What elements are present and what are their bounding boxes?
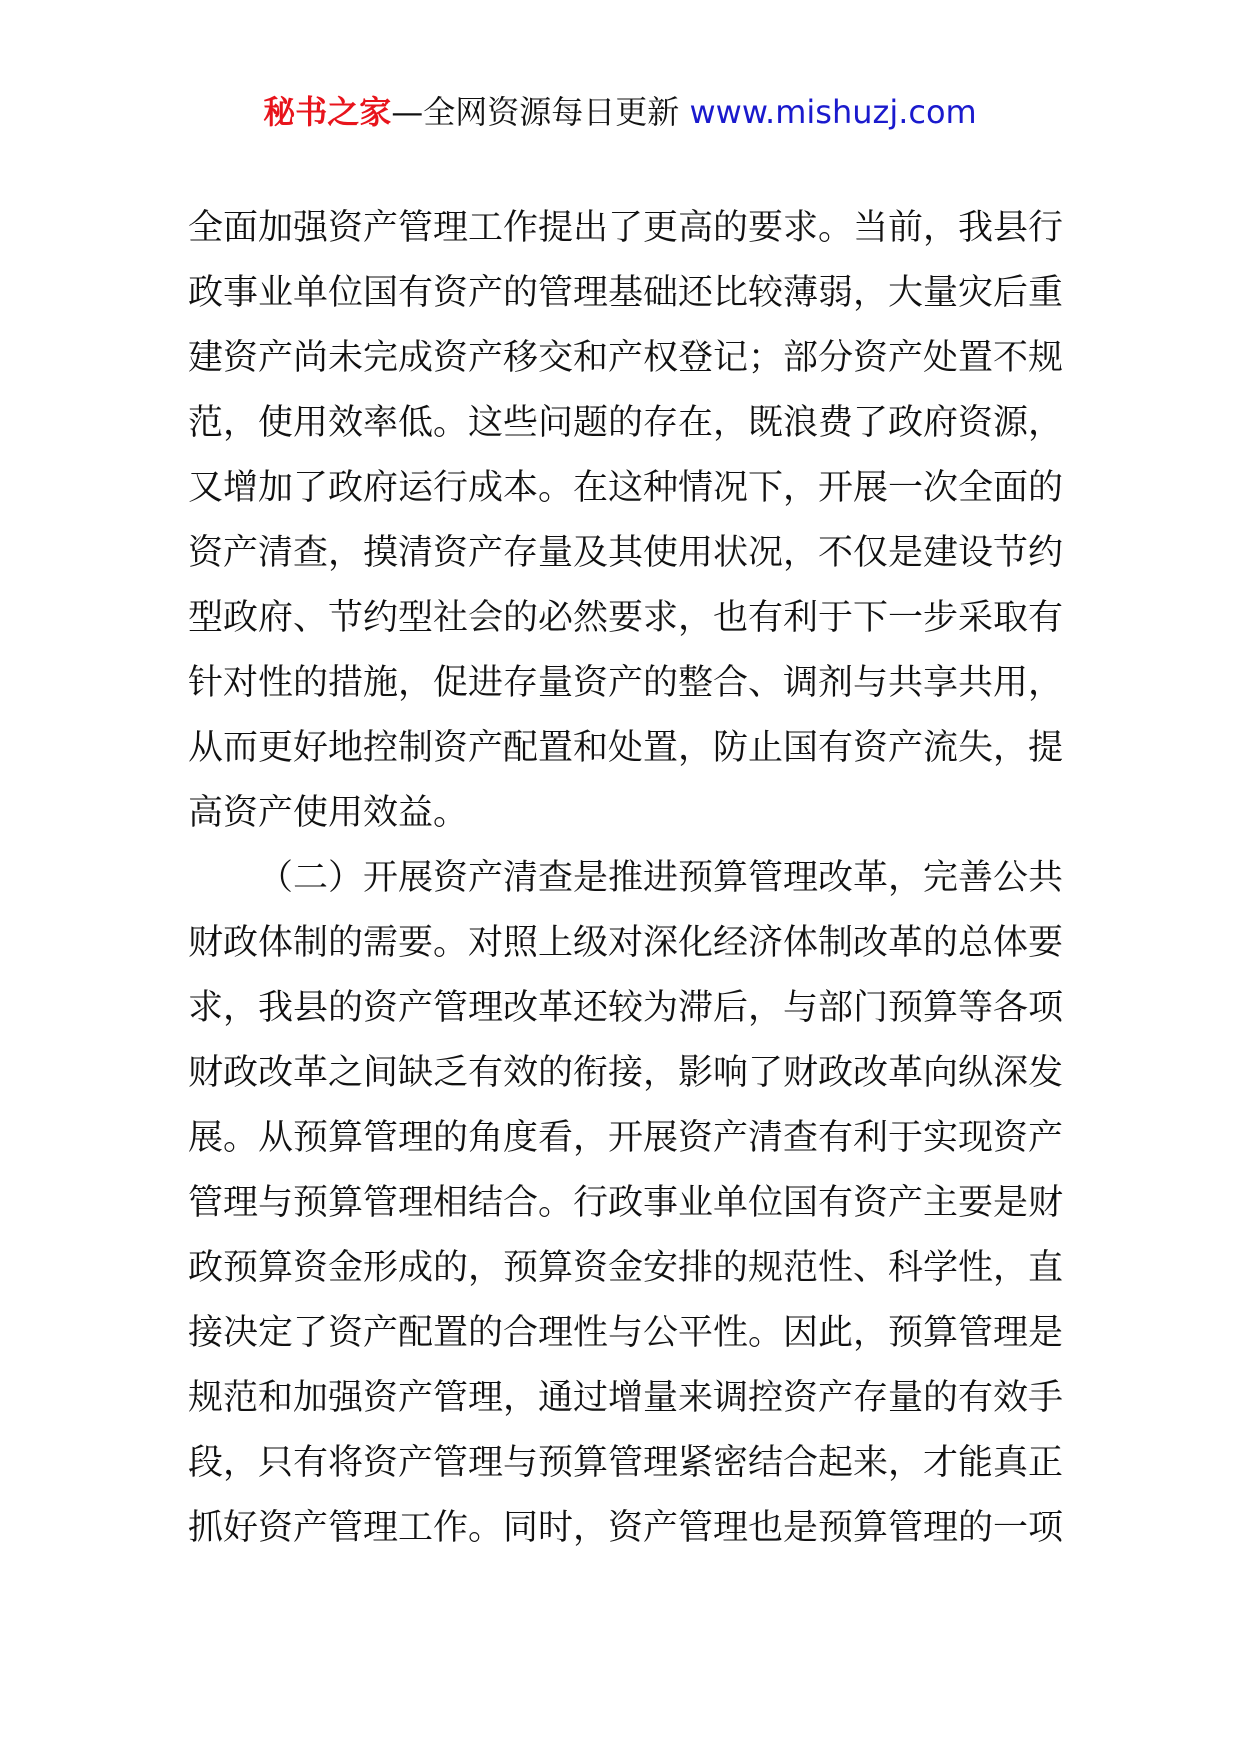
paragraph-1 bbox=[188, 196, 1064, 846]
text-line: 接决定了资产配置的合理性与公平性。因此，预算管理是 bbox=[188, 1313, 1064, 1353]
text-line: 财政体制的需要。对照上级对深化经济体制改革的总体要 bbox=[188, 923, 1064, 963]
site-brand: 秘书之家 bbox=[263, 93, 392, 131]
text-line: 规范和加强资产管理，通过增量来调控资产存量的有效手 bbox=[188, 1378, 1064, 1418]
site-header bbox=[0, 92, 1240, 132]
text-line: 型政府、节约型社会的必然要求，也有利于下一步采取有 bbox=[188, 598, 1064, 638]
text-line: 针对性的措施，促进存量资产的整合、调剂与共享共用， bbox=[188, 663, 1064, 703]
text-line: 求，我县的资产管理改革还较为滞后，与部门预算等各项 bbox=[188, 988, 1064, 1028]
paragraph-2 bbox=[188, 846, 1064, 1561]
text-line: 抓好资产管理工作。同时，资产管理也是预算管理的一项 bbox=[188, 1508, 1064, 1548]
site-url-link[interactable]: www.mishuzj.com bbox=[689, 93, 977, 131]
text-line: （二）开展资产清查是推进预算管理改革，完善公共 bbox=[258, 858, 1064, 898]
text-line: 又增加了政府运行成本。在这种情况下，开展一次全面的 bbox=[188, 468, 1064, 508]
site-tagline: —全网资源每日更新 bbox=[391, 93, 690, 131]
text-line: 全面加强资产管理工作提出了更高的要求。当前，我县行 bbox=[188, 208, 1064, 248]
text-line: 管理与预算管理相结合。行政事业单位国有资产主要是财 bbox=[188, 1183, 1064, 1223]
text-line: 展。从预算管理的角度看，开展资产清查有利于实现资产 bbox=[188, 1118, 1064, 1158]
document-body bbox=[188, 196, 1064, 1561]
text-line: 段，只有将资产管理与预算管理紧密结合起来，才能真正 bbox=[188, 1443, 1064, 1483]
text-line: 高资产使用效益。 bbox=[188, 793, 469, 833]
text-line: 财政改革之间缺乏有效的衔接，影响了财政改革向纵深发 bbox=[188, 1053, 1064, 1093]
text-line: 建资产尚未完成资产移交和产权登记；部分资产处置不规 bbox=[188, 338, 1064, 378]
text-line: 政事业单位国有资产的管理基础还比较薄弱，大量灾后重 bbox=[188, 273, 1064, 313]
text-line: 从而更好地控制资产配置和处置，防止国有资产流失，提 bbox=[188, 728, 1064, 768]
text-line: 政预算资金形成的，预算资金安排的规范性、科学性，直 bbox=[188, 1248, 1064, 1288]
text-line: 资产清查，摸清资产存量及其使用状况，不仅是建设节约 bbox=[188, 533, 1064, 573]
text-line: 范，使用效率低。这些问题的存在，既浪费了政府资源， bbox=[188, 403, 1064, 443]
